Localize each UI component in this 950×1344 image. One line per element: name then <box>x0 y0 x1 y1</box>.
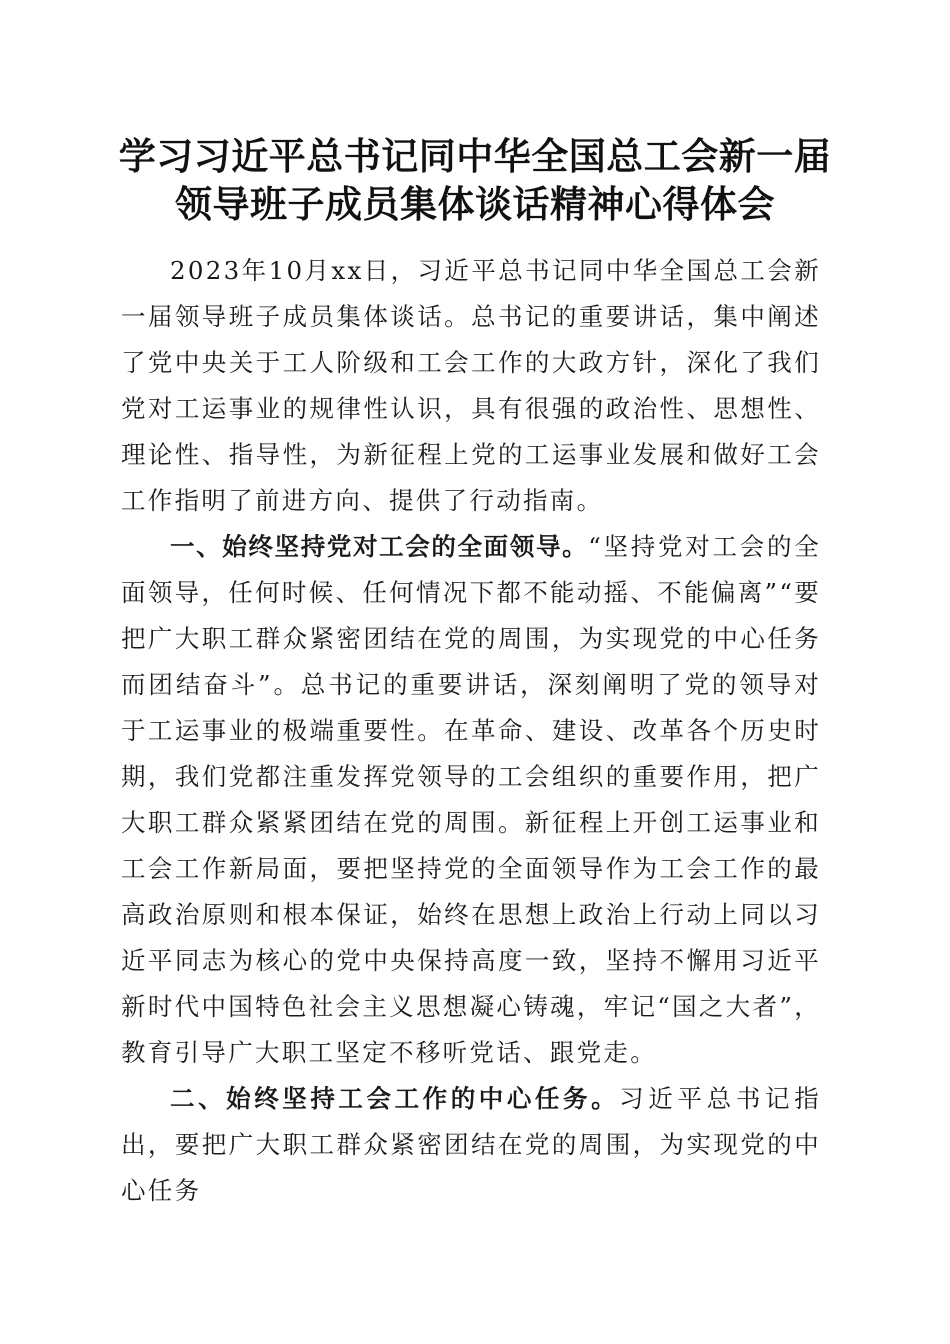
paragraph-text: 2023年10月xx日，习近平总书记同中华全国总工会新一届领导班子成员集体谈话。总书记的重要讲话，集中阐述了党中央关于工人阶级和工会工作的大政方针，深化了我们党对工运事业的规律性认识，具有很强的政治性、思想性、理论性、指导性，为新征程上党的工运事业发展和做好工会工作指明了前进方向、提供了行动指南。 <box>121 256 821 515</box>
section-heading: 二、始终坚持工会工作的中心任务。 <box>170 1084 620 1113</box>
paragraph-intro <box>121 248 821 524</box>
paragraph-section-1 <box>121 524 821 1076</box>
paragraph-text: 习近平总书记指出，要把广大职工群众紧密团结在党的周围，为实现党的中心任务 <box>121 1084 821 1205</box>
section-heading: 一、始终坚持党对工会的全面领导。 <box>170 532 589 561</box>
document-body <box>121 248 821 1214</box>
paragraph-text: “坚持党对工会的全面领导，任何时候、任何情况下都不能动摇、不能偏离”“要把广大职工群众紧密团结在党的周围，为实现党的中心任务而团结奋斗”。总书记的重要讲话，深刻阐明了党的领导对于工运事业的极端重要性。在革命、建设、改革各个历史时期，我们党都注重发挥党领导的工会组织的重要作用，把广大职工群众紧紧团结在党的周围。新征程上开创工运事业和工会工作新局面，要把坚持党的全面领导作为工会工作的最高政治原则和根本保证，始终在思想上政治上行动上同以习近平同志为核心的党中央保持高度一致，坚持不懈用习近平新时代中国特色社会主义思想凝心铸魂，牢记“国之大者”，教育引导广大职工坚定不移听党话、跟党走。 <box>121 532 821 1067</box>
document-title: 学习习近平总书记同中华全国总工会新一届领导班子成员集体谈话精神心得体会 <box>118 134 832 226</box>
paragraph-section-2 <box>121 1076 821 1214</box>
